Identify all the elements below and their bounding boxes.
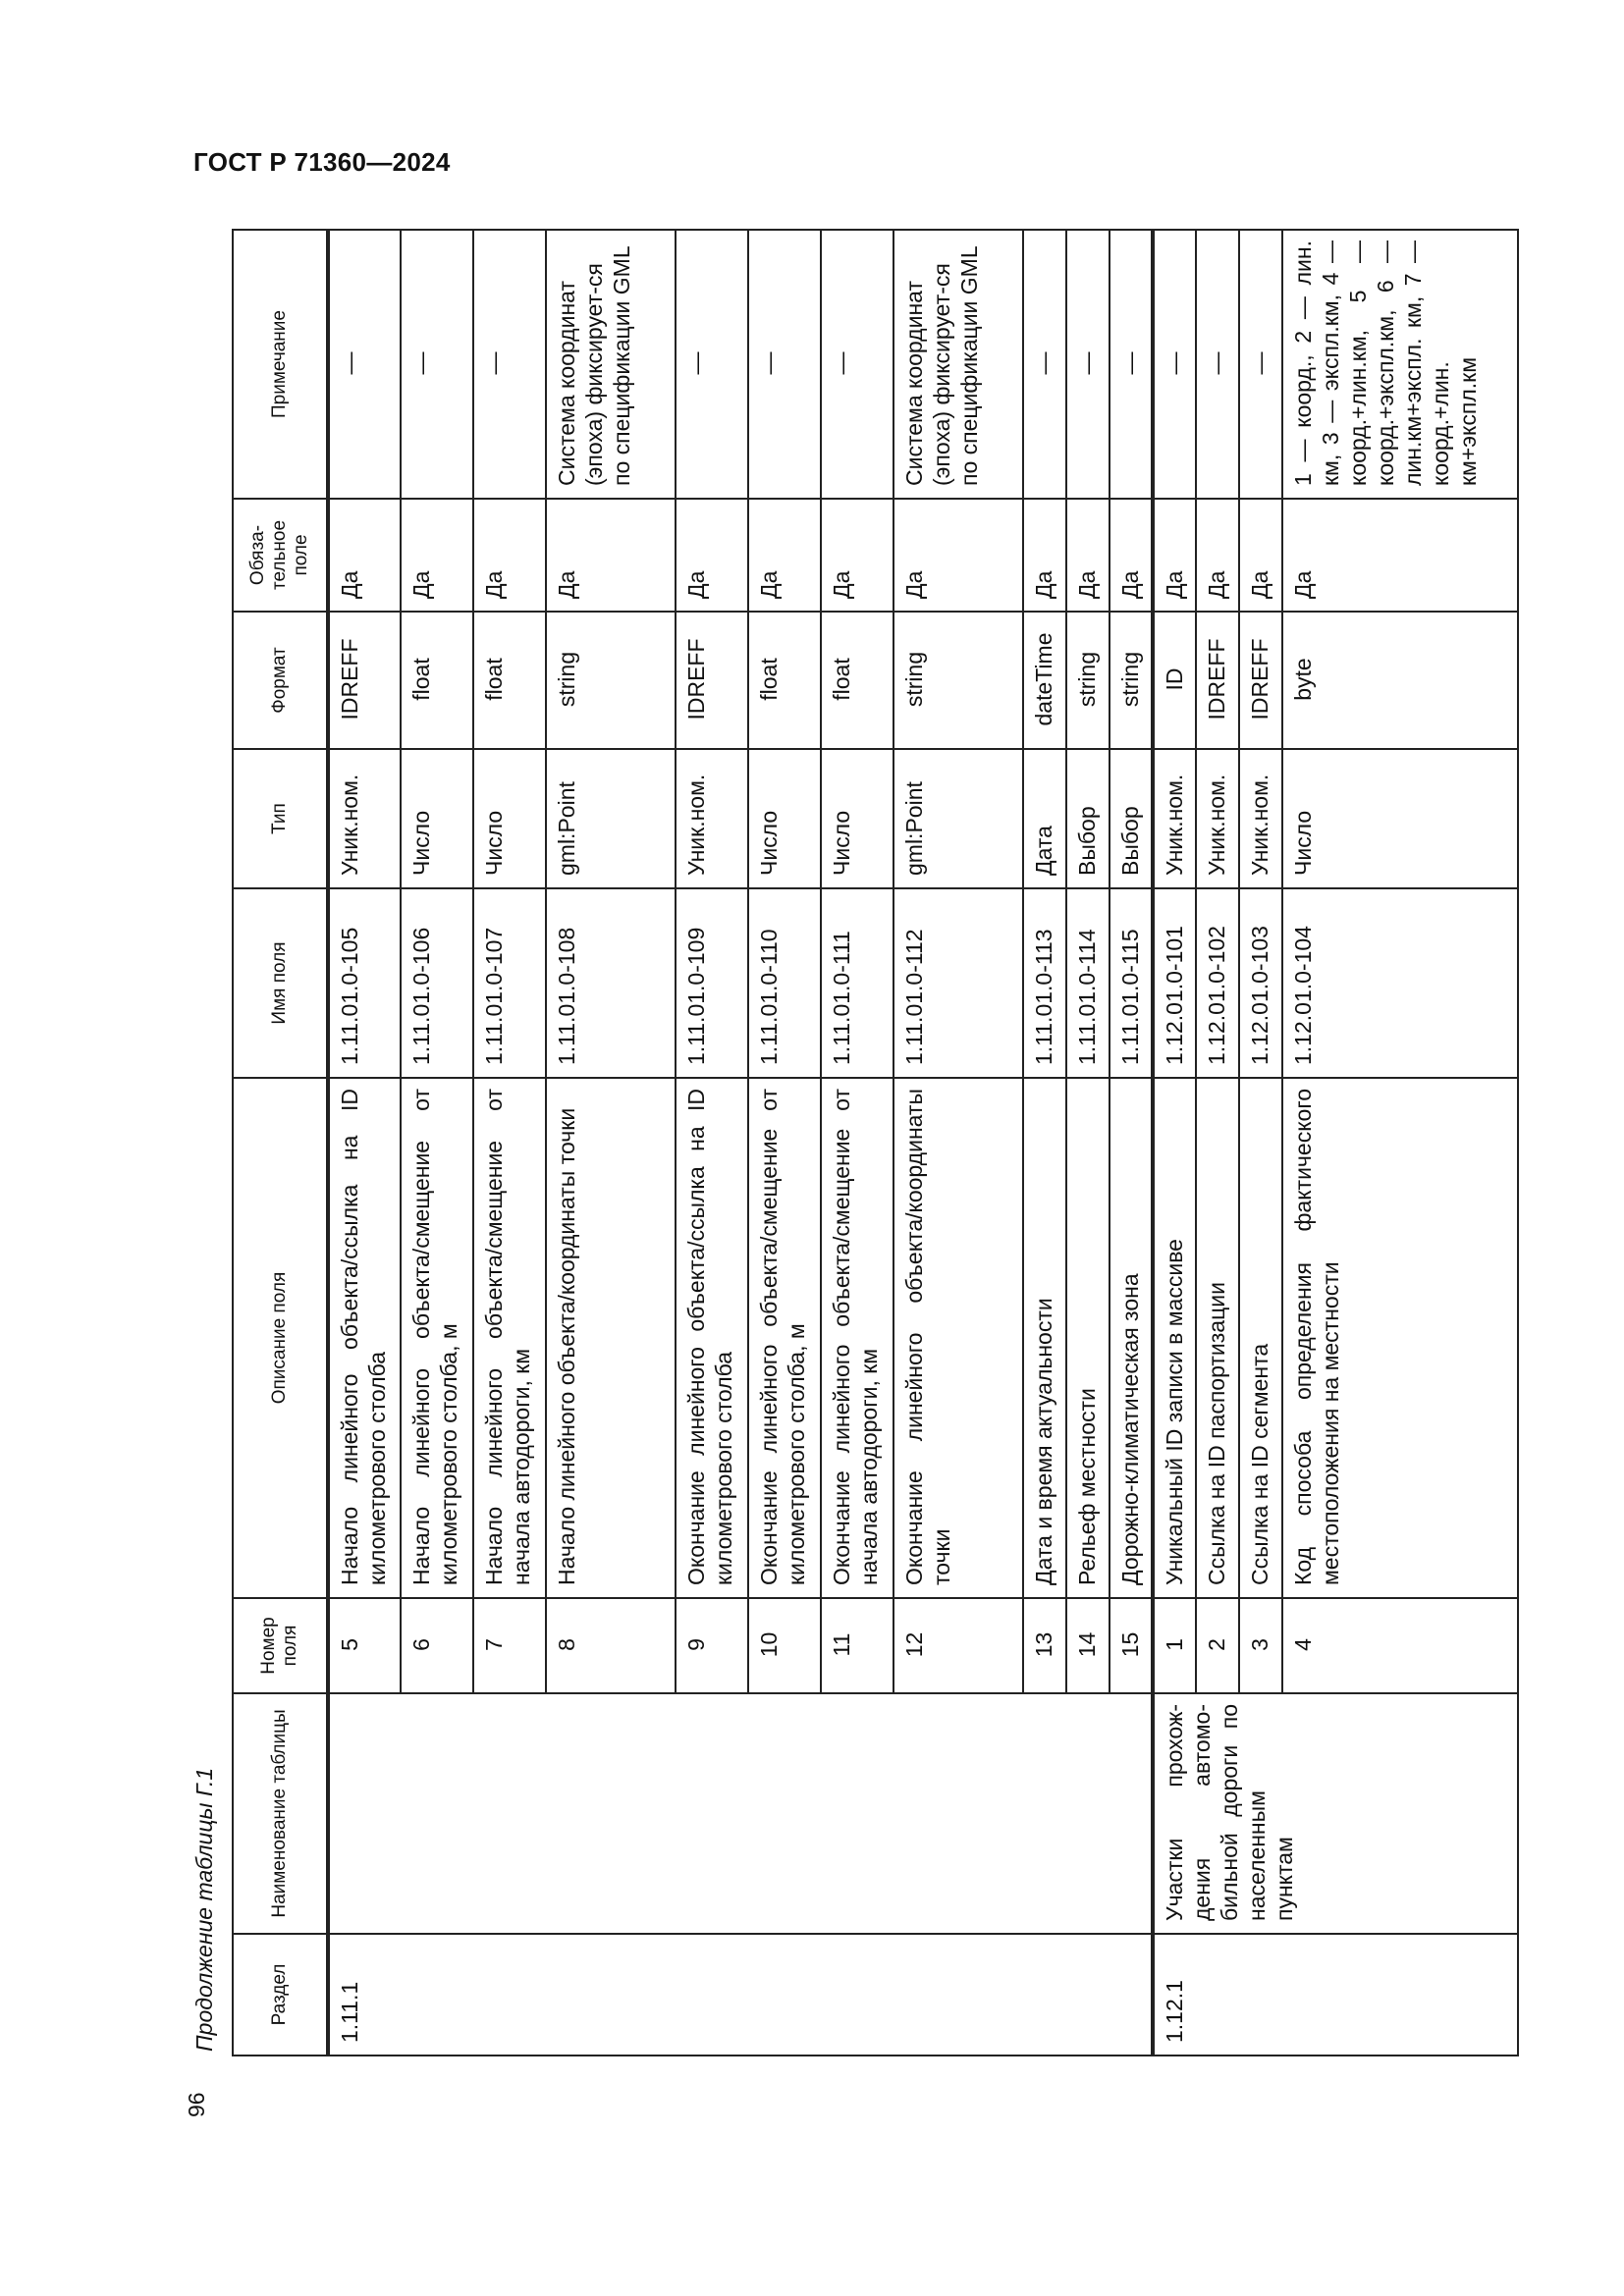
field-number-cell: 6 <box>401 1598 473 1693</box>
field-number-cell: 5 <box>328 1598 401 1693</box>
field-name-cell: 1.12.01.0-101 <box>1153 888 1196 1078</box>
header-row <box>233 230 328 2056</box>
format-cell: byte <box>1282 612 1518 749</box>
note-cell: — <box>1110 230 1153 499</box>
table-name-cell: Участки прохож-дения автомо-бильной дороги по населенным пунктам <box>1153 1693 1518 1934</box>
type-cell: Уник.ном. <box>1153 749 1196 888</box>
note-cell: 1 — коорд., 2 — лин. км, 3 — экспл.км, 4 — коорд.+лин.км, 5 — коорд.+экспл.км, 6 — лин.км+экспл. км, 7 — коорд.+лин. км+экспл.км <box>1282 230 1518 499</box>
format-cell: float <box>821 612 893 749</box>
field-name-cell: 1.12.01.0-102 <box>1196 888 1239 1078</box>
description-cell: Начало линейного объекта/смещение от начала автодороги, км <box>473 1078 546 1598</box>
description-cell: Ссылка на ID сегмента <box>1239 1078 1282 1598</box>
description-cell: Окончание линейного объекта/смещение от начала автодороги, км <box>821 1078 893 1598</box>
rotated-table-block <box>184 231 1481 2117</box>
description-cell: Начало линейного объекта/смещение от километрового столба, м <box>401 1078 473 1598</box>
document-header: ГОСТ Р 71360—2024 <box>193 147 451 177</box>
field-name-cell: 1.11.01.0-114 <box>1066 888 1110 1078</box>
col-header-note: Примечание <box>233 230 328 499</box>
type-cell: Дата <box>1023 749 1066 888</box>
field-name-cell: 1.11.01.0-109 <box>676 888 748 1078</box>
format-cell: IDREFF <box>328 612 401 749</box>
field-name-cell: 1.11.01.0-110 <box>748 888 821 1078</box>
description-cell: Код способа определения фактического местоположения на местности <box>1282 1078 1518 1598</box>
field-number-cell: 9 <box>676 1598 748 1693</box>
note-cell: — <box>328 230 401 499</box>
description-cell: Начало линейного объекта/координаты точки <box>546 1078 676 1598</box>
required-cell: Да <box>1110 499 1153 612</box>
description-cell: Окончание линейного объекта/смещение от километрового столба, м <box>748 1078 821 1598</box>
format-cell: float <box>401 612 473 749</box>
note-cell: — <box>473 230 546 499</box>
field-name-cell: 1.11.01.0-106 <box>401 888 473 1078</box>
note-cell: Система координат (эпоха) фиксирует-ся по спецификации GML <box>546 230 676 499</box>
table-row <box>1153 230 1196 2056</box>
required-cell: Да <box>473 499 546 612</box>
col-header-format: Формат <box>233 612 328 749</box>
required-cell: Да <box>1066 499 1110 612</box>
field-number-cell: 4 <box>1282 1598 1518 1693</box>
type-cell: Уник.ном. <box>328 749 401 888</box>
format-cell: IDREFF <box>676 612 748 749</box>
type-cell: Число <box>1282 749 1518 888</box>
type-cell: Выбор <box>1066 749 1110 888</box>
description-cell: Окончание линейного объекта/координаты точки <box>893 1078 1023 1598</box>
required-cell: Да <box>328 499 401 612</box>
type-cell: Число <box>473 749 546 888</box>
table-row <box>328 230 401 2056</box>
table-name-cell <box>328 1693 1153 1934</box>
type-cell: gml:Point <box>546 749 676 888</box>
required-cell: Да <box>1023 499 1066 612</box>
required-cell: Да <box>676 499 748 612</box>
required-cell: Да <box>546 499 676 612</box>
section-cell: 1.12.1 <box>1153 1934 1518 2056</box>
note-cell: — <box>748 230 821 499</box>
type-cell: gml:Point <box>893 749 1023 888</box>
field-number-cell: 3 <box>1239 1598 1282 1693</box>
field-number-cell: 10 <box>748 1598 821 1693</box>
field-name-cell: 1.12.01.0-104 <box>1282 888 1518 1078</box>
field-number-cell: 12 <box>893 1598 1023 1693</box>
field-name-cell: 1.11.01.0-108 <box>546 888 676 1078</box>
required-cell: Да <box>821 499 893 612</box>
required-cell: Да <box>748 499 821 612</box>
field-name-cell: 1.11.01.0-115 <box>1110 888 1153 1078</box>
description-cell: Дорожно-климатическая зона <box>1110 1078 1153 1598</box>
format-cell: IDREFF <box>1196 612 1239 749</box>
page-number: 96 <box>184 2092 209 2117</box>
field-name-cell: 1.11.01.0-107 <box>473 888 546 1078</box>
col-header-type: Тип <box>233 749 328 888</box>
note-cell: — <box>1023 230 1066 499</box>
field-number-cell: 7 <box>473 1598 546 1693</box>
type-cell: Уник.ном. <box>1239 749 1282 888</box>
field-number-cell: 15 <box>1110 1598 1153 1693</box>
col-header-section: Раздел <box>233 1934 328 2056</box>
required-cell: Да <box>893 499 1023 612</box>
field-name-cell: 1.11.01.0-112 <box>893 888 1023 1078</box>
description-cell: Уникальный ID записи в массиве <box>1153 1078 1196 1598</box>
format-cell: string <box>546 612 676 749</box>
format-cell: string <box>893 612 1023 749</box>
required-cell: Да <box>1282 499 1518 612</box>
field-name-cell: 1.11.01.0-111 <box>821 888 893 1078</box>
type-cell: Уник.ном. <box>1196 749 1239 888</box>
field-number-cell: 2 <box>1196 1598 1239 1693</box>
note-cell: — <box>676 230 748 499</box>
field-number-cell: 8 <box>546 1598 676 1693</box>
note-cell: — <box>1239 230 1282 499</box>
field-name-cell: 1.11.01.0-113 <box>1023 888 1066 1078</box>
field-number-cell: 14 <box>1066 1598 1110 1693</box>
type-cell: Число <box>821 749 893 888</box>
col-header-field-number: Номер поля <box>233 1598 328 1693</box>
required-cell: Да <box>1153 499 1196 612</box>
note-cell: — <box>1066 230 1110 499</box>
note-cell: — <box>821 230 893 499</box>
required-cell: Да <box>1196 499 1239 612</box>
field-number-cell: 1 <box>1153 1598 1196 1693</box>
note-cell: — <box>1196 230 1239 499</box>
description-cell: Дата и время актуальности <box>1023 1078 1066 1598</box>
field-number-cell: 11 <box>821 1598 893 1693</box>
note-cell: Система координат (эпоха) фиксирует-ся по спецификации GML <box>893 230 1023 499</box>
col-header-required: Обяза-тельное поле <box>233 499 328 612</box>
type-cell: Число <box>748 749 821 888</box>
note-cell: — <box>1153 230 1196 499</box>
format-cell: IDREFF <box>1239 612 1282 749</box>
field-number-cell: 13 <box>1023 1598 1066 1693</box>
description-cell: Окончание линейного объекта/ссылка на ID километрового столба <box>676 1078 748 1598</box>
description-cell: Рельеф местности <box>1066 1078 1110 1598</box>
field-name-cell: 1.12.01.0-103 <box>1239 888 1282 1078</box>
format-cell: float <box>473 612 546 749</box>
format-cell: dateTime <box>1023 612 1066 749</box>
required-cell: Да <box>1239 499 1282 612</box>
table-caption: Продолжение таблицы Г.1 <box>191 1767 217 2052</box>
type-cell: Число <box>401 749 473 888</box>
col-header-field-name: Имя поля <box>233 888 328 1078</box>
format-cell: float <box>748 612 821 749</box>
section-cell: 1.11.1 <box>328 1934 1153 2056</box>
col-header-table-name: Наименование таблицы <box>233 1693 328 1934</box>
field-name-cell: 1.11.01.0-105 <box>328 888 401 1078</box>
format-cell: string <box>1066 612 1110 749</box>
format-cell: string <box>1110 612 1153 749</box>
format-cell: ID <box>1153 612 1196 749</box>
note-cell: — <box>401 230 473 499</box>
type-cell: Уник.ном. <box>676 749 748 888</box>
required-cell: Да <box>401 499 473 612</box>
col-header-description: Описание поля <box>233 1078 328 1598</box>
type-cell: Выбор <box>1110 749 1153 888</box>
data-table <box>232 229 1519 2056</box>
description-cell: Начало линейного объекта/ссылка на ID километрового столба <box>328 1078 401 1598</box>
description-cell: Ссылка на ID паспортизации <box>1196 1078 1239 1598</box>
